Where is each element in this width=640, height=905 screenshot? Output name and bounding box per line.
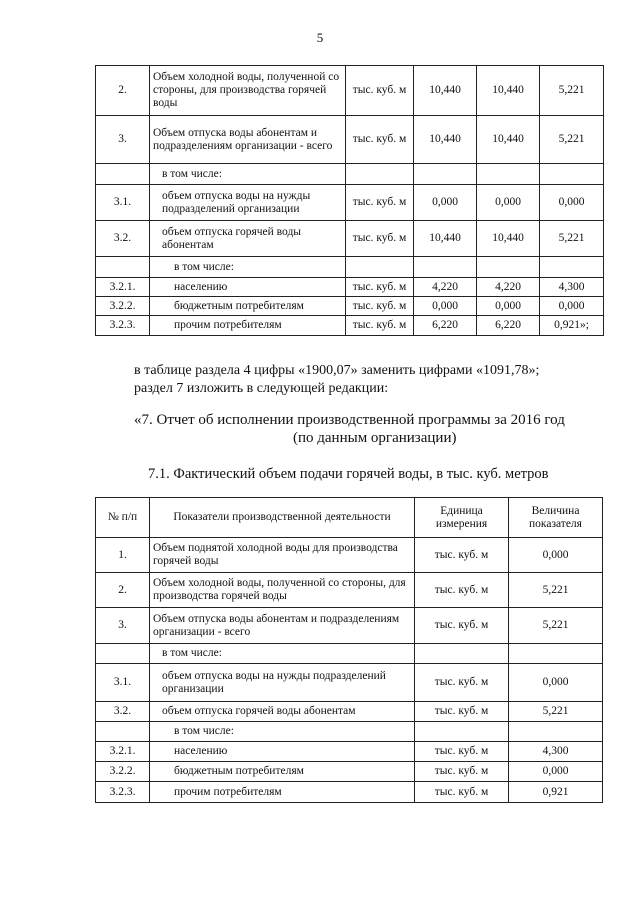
value-cell: 5,221	[509, 702, 603, 722]
unit-cell: тыс. куб. м	[415, 608, 509, 644]
value-cell: 0,000	[509, 664, 603, 702]
table-row	[96, 608, 603, 644]
production-table-continued	[95, 65, 604, 336]
value-cell: 5,221	[509, 573, 603, 608]
table-row	[96, 742, 603, 762]
value-cell	[414, 164, 477, 185]
table-row	[96, 722, 603, 742]
unit-cell: тыс. куб. м	[415, 742, 509, 762]
row-number: 1.	[96, 538, 150, 573]
unit-cell	[415, 722, 509, 742]
unit-cell: тыс. куб. м	[415, 538, 509, 573]
row-number: 3.1.	[96, 664, 150, 702]
table-row	[96, 116, 604, 164]
value-cell: 5,221	[509, 608, 603, 644]
row-number: 3.2.2.	[96, 297, 150, 316]
value-cell	[414, 257, 477, 278]
indicator-name: населению	[150, 742, 415, 762]
value-cell: 0,000	[414, 297, 477, 316]
section-heading-note: (по данным организации)	[293, 430, 457, 446]
indicator-name: Объем холодной воды, полученной со стороны, для производства горячей воды	[150, 66, 346, 116]
header-unit: Единица измерения	[415, 498, 509, 538]
value-cell: 0,921	[509, 782, 603, 803]
amendment-line-1: в таблице раздела 4 цифры «1900,07» заменить цифрами «1091,78»;	[134, 363, 540, 378]
unit-cell: тыс. куб. м	[346, 297, 414, 316]
table-row	[96, 66, 604, 116]
value-cell: 0,000	[509, 538, 603, 573]
value-cell: 10,440	[477, 66, 540, 116]
indicator-name: в том числе:	[150, 164, 346, 185]
unit-cell: тыс. куб. м	[415, 702, 509, 722]
value-cell: 4,220	[477, 278, 540, 297]
value-cell: 0,000	[540, 185, 604, 221]
indicator-name: Объем поднятой холодной воды для производства горячей воды	[150, 538, 415, 573]
row-number	[96, 644, 150, 664]
row-number	[96, 164, 150, 185]
row-number: 3.2.1.	[96, 742, 150, 762]
table-row	[96, 573, 603, 608]
table-row	[96, 664, 603, 702]
value-cell: 5,221	[540, 221, 604, 257]
row-number: 3.1.	[96, 185, 150, 221]
table-row	[96, 782, 603, 803]
header-value: Величина показателя	[509, 498, 603, 538]
unit-cell: тыс. куб. м	[346, 278, 414, 297]
indicator-name: объем отпуска воды на нужды подразделений организации	[150, 185, 346, 221]
row-number: 2.	[96, 66, 150, 116]
value-cell: 5,221	[540, 116, 604, 164]
value-cell	[509, 644, 603, 664]
row-number: 3.2.3.	[96, 316, 150, 336]
indicator-name: населению	[150, 278, 346, 297]
indicator-name: бюджетным потребителям	[150, 297, 346, 316]
row-number: 2.	[96, 573, 150, 608]
indicator-name: в том числе:	[150, 644, 415, 664]
table-row	[96, 221, 604, 257]
value-cell	[509, 722, 603, 742]
table-row	[96, 257, 604, 278]
table-row	[96, 538, 603, 573]
value-cell	[477, 257, 540, 278]
indicator-name: в том числе:	[150, 722, 415, 742]
row-number: 3.	[96, 116, 150, 164]
table-row	[96, 644, 603, 664]
table-header-row	[96, 498, 603, 538]
unit-cell: тыс. куб. м	[346, 316, 414, 336]
unit-cell: тыс. куб. м	[346, 116, 414, 164]
unit-cell: тыс. куб. м	[346, 185, 414, 221]
table-row	[96, 702, 603, 722]
value-cell: 10,440	[477, 116, 540, 164]
unit-cell: тыс. куб. м	[415, 573, 509, 608]
value-cell: 0,000	[477, 297, 540, 316]
table-row	[96, 762, 603, 782]
unit-cell: тыс. куб. м	[415, 782, 509, 803]
indicator-name: прочим потребителям	[150, 782, 415, 803]
value-cell: 4,300	[540, 278, 604, 297]
value-cell	[540, 164, 604, 185]
row-number	[96, 257, 150, 278]
indicator-name: Объем холодной воды, полученной со стороны, для производства горячей воды	[150, 573, 415, 608]
value-cell	[477, 164, 540, 185]
table-row	[96, 297, 604, 316]
unit-cell	[346, 164, 414, 185]
row-number: 3.2.2.	[96, 762, 150, 782]
hot-water-supply-table	[95, 497, 603, 803]
value-cell: 10,440	[477, 221, 540, 257]
value-cell: 0,000	[414, 185, 477, 221]
value-cell: 0,921»;	[540, 316, 604, 336]
row-number: 3.2.	[96, 702, 150, 722]
row-number: 3.	[96, 608, 150, 644]
unit-cell: тыс. куб. м	[415, 762, 509, 782]
value-cell: 10,440	[414, 221, 477, 257]
row-number: 3.2.1.	[96, 278, 150, 297]
row-number	[96, 722, 150, 742]
value-cell	[540, 257, 604, 278]
value-cell: 0,000	[540, 297, 604, 316]
indicator-name: прочим потребителям	[150, 316, 346, 336]
value-cell: 0,000	[509, 762, 603, 782]
table-row	[96, 164, 604, 185]
page-number: 5	[316, 30, 324, 45]
unit-cell: тыс. куб. м	[415, 664, 509, 702]
indicator-name: Объем отпуска воды абонентам и подразделениям организации - всего	[150, 608, 415, 644]
value-cell: 5,221	[540, 66, 604, 116]
unit-cell: тыс. куб. м	[346, 66, 414, 116]
header-number: № п/п	[96, 498, 150, 538]
indicator-name: объем отпуска горячей воды абонентам	[150, 702, 415, 722]
table-row	[96, 278, 604, 297]
header-indicator: Показатели производственной деятельности	[150, 498, 415, 538]
indicator-name: объем отпуска горячей воды абонентам	[150, 221, 346, 257]
table-caption: 7.1. Фактический объем подачи горячей воды, в тыс. куб. метров	[148, 466, 549, 482]
value-cell: 4,300	[509, 742, 603, 762]
table-row	[96, 185, 604, 221]
unit-cell	[346, 257, 414, 278]
value-cell: 6,220	[477, 316, 540, 336]
amendment-line-2: раздел 7 изложить в следующей редакции:	[134, 381, 389, 396]
value-cell: 0,000	[477, 185, 540, 221]
indicator-name: бюджетным потребителям	[150, 762, 415, 782]
table-row	[96, 316, 604, 336]
value-cell: 6,220	[414, 316, 477, 336]
row-number: 3.2.	[96, 221, 150, 257]
indicator-name: объем отпуска воды на нужды подразделений организации	[150, 664, 415, 702]
indicator-name: в том числе:	[150, 257, 346, 278]
value-cell: 4,220	[414, 278, 477, 297]
value-cell: 10,440	[414, 116, 477, 164]
indicator-name: Объем отпуска воды абонентам и подразделениям организации - всего	[150, 116, 346, 164]
section-heading: «7. Отчет об исполнении производственной программы за 2016 год	[134, 412, 565, 428]
value-cell: 10,440	[414, 66, 477, 116]
unit-cell: тыс. куб. м	[346, 221, 414, 257]
row-number: 3.2.3.	[96, 782, 150, 803]
unit-cell	[415, 644, 509, 664]
